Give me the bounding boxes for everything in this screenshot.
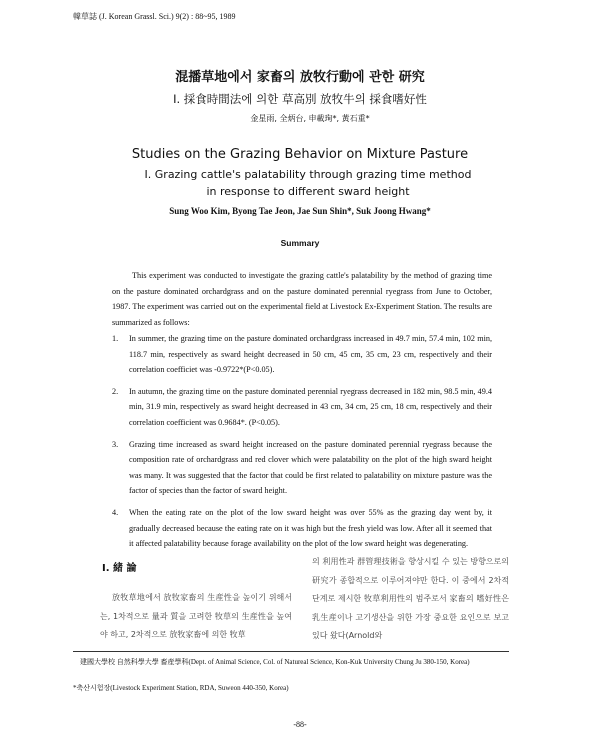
result-text: In summer, the grazing time on the pasture dominated orchardgrass increased in 49.7 min, 57.4 min, 102 min, 118.7 min, respectively as sward height decreased in 50 cm, 45 cm, 35 cm, 23 cm, respectively and their correlation coefficiet was -0.9722*(P<0.05).: [129, 334, 492, 375]
english-subtitle-line-2: in response to different sward height: [206, 185, 410, 198]
result-number: 2.: [112, 386, 119, 396]
footnote-affiliation-2: *축산시험장(Livestock Experiment Station, RDA, Suweon 440-350, Korea): [73, 684, 289, 692]
footnote-divider: [73, 651, 509, 652]
english-subtitle: [8, 166, 600, 200]
summary-heading: Summary: [280, 238, 320, 248]
intro-left-column: 放牧草地에서 放牧家畜의 生産性을 높이기 위해서는, 1차적으로 量과 質을 고려한 牧草의 生産性을 높여야 하고, 2차적으로 放牧家畜에 의한 牧草: [100, 593, 292, 639]
result-text: Grazing time increased as sward height increased on the pasture dominated perennial ryegrass because the composition rate of orchardgrass and red clover which were palatability on the plot of the high sward height was many. It was suggested that the factor that could be first related to palatability on mixture pasture was the factor of species than the factor of sward height.: [129, 439, 492, 496]
intro-right-column: 의 利用性과 群管理技術을 향상시킬 수 있는 방향으로의 研究가 종합적으로 이루어져야만 한다. 이 중에서 2차적 단계로 제시한 牧草利用性의 범주로서 家畜의 嗜好性은 乳生産이나 고기생산을 위한 가장 중요한 요인으로 보고있다 왔다(Arnold와: [312, 557, 509, 640]
result-item: [112, 384, 492, 431]
result-text: When the eating rate on the plot of the low sward height was over 55% as the grazing day went by, it gradually decreased because the eating rate on it was high but the fresh yield was low. After all it seemed that it affected palatability because forage availability on the plot of the low sward height was degenerating.: [129, 507, 492, 549]
result-number: 4.: [112, 507, 119, 517]
korean-subtitle: Ⅰ. 採食時間法에 의한 草高別 放牧牛의 採食嗜好性: [173, 92, 427, 106]
section-heading: Ⅰ. 緒 論: [102, 563, 137, 574]
result-item: [112, 331, 492, 378]
english-authors: Sung Woo Kim, Byong Tae Jeon, Jae Sun Shin*, Suk Joong Hwang*: [169, 206, 431, 216]
footnote-affiliation: 建國大學校 自然科學大學 畜産學科(Dept. of Animal Science, Col. of Natureal Science, Kon-Kuk University Chung Ju 380-150, Korea): [80, 658, 470, 666]
result-number: 1.: [112, 334, 119, 343]
results-list: [112, 331, 492, 558]
korean-title: 混播草地에서 家畜의 放牧行動에 관한 研究: [175, 70, 425, 85]
english-subtitle-line-1: Ⅰ. Grazing cattle's palatability through grazing time method: [144, 168, 472, 181]
journal-header: 韓草誌 (J. Korean Grassl. Sci.) 9(2) : 88~95, 1989: [73, 12, 236, 21]
result-number: 3.: [112, 439, 119, 449]
page-number: -88-: [293, 720, 307, 729]
result-item: [112, 505, 492, 552]
english-title: Studies on the Grazing Behavior on Mixture Pasture: [131, 147, 469, 162]
summary-intro: This experiment was conducted to investigate the grazing cattle's palatability by the method of grazing time on the pasture dominated orchardgrass and on the pasture dominated perennial ryegrass from June to October, 1987. The experiment was carried out on the experimental field at Livestock Ex-Experiment Station. The results are summarized as follows:: [112, 271, 492, 327]
result-text: In autumn, the grazing time on the pasture dominated perennial ryegrass decreased in 182 min, 98.5 min, 49.4 min, 31.9 min, respectively as sward height decreased in 43 cm, 34 cm, 25 cm, 18 cm, respectively and their correlation coefficient was 0.9684*. (P<0.05).: [129, 386, 492, 427]
korean-authors: 金星雨, 全炳台, 申載珣*, 黃石重*: [250, 114, 370, 123]
result-item: [112, 437, 492, 499]
